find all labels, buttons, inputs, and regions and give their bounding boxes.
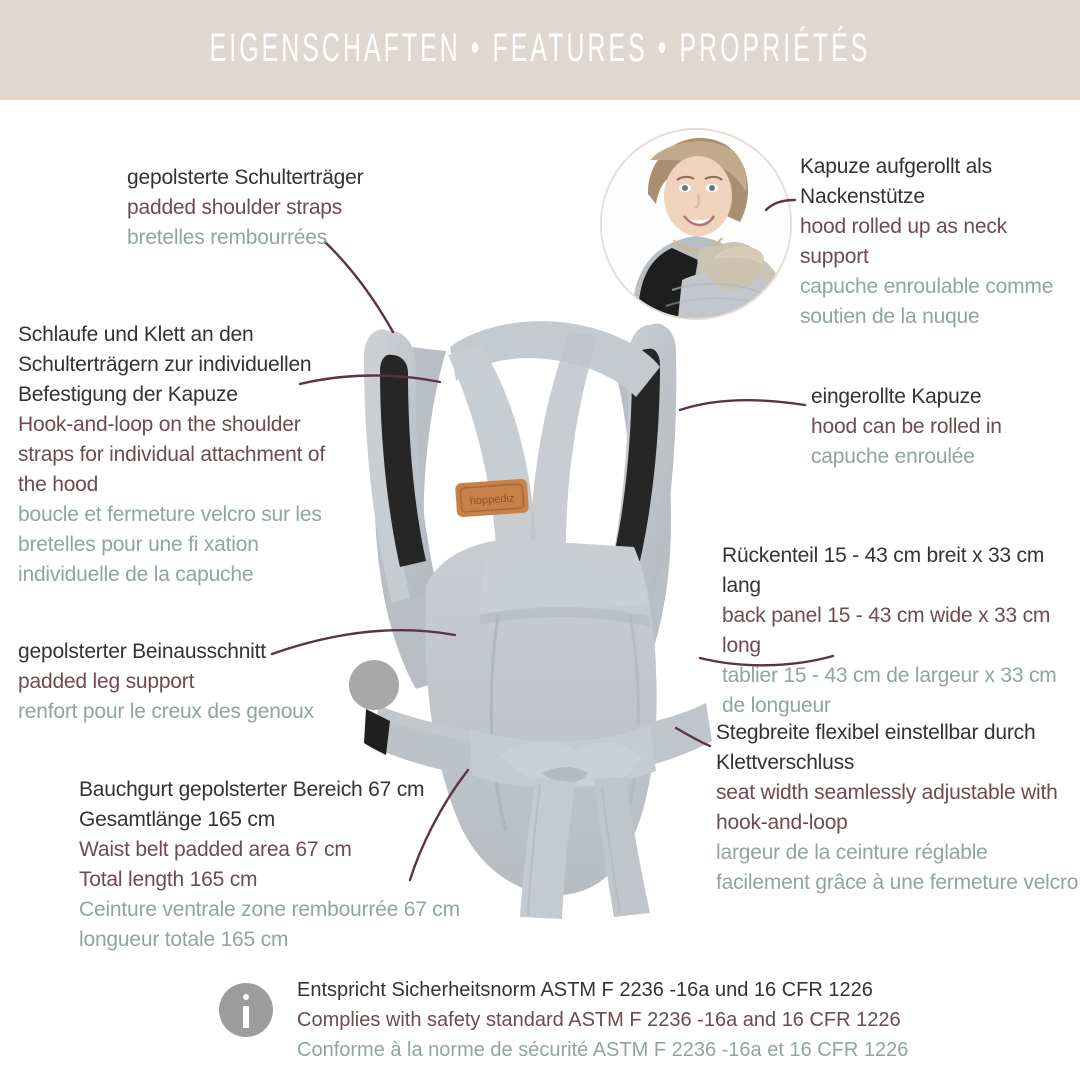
callout-text-fr: bretelles rembourrées xyxy=(127,226,328,249)
callout-text-en: seat width seamlessly adjustable with hook-and-loop xyxy=(716,781,1058,834)
callout-text-fr: renfort pour le creux des genoux xyxy=(18,700,314,723)
callout-text-en: hood can be rolled in xyxy=(811,415,1002,438)
info-icon-stem xyxy=(243,1006,249,1028)
callout-text-fr: tablier 15 - 43 cm de largeur x 33 cm de longueur xyxy=(722,664,1057,717)
callout-text-de: eingerollte Kapuze xyxy=(811,385,982,408)
compliance-text-en: Complies with safety standard ASTM F 2236 -16a and 16 CFR 1226 xyxy=(297,1009,901,1031)
callout-text-en: back panel 15 - 43 cm wide x 33 cm long xyxy=(722,604,1051,657)
compliance-text-fr: Conforme à la norme de sécurité ASTM F 2236 -16a et 16 CFR 1226 xyxy=(297,1039,909,1061)
callout-seat-width xyxy=(716,718,1080,898)
callout-text-en: hood rolled up as neck support xyxy=(800,215,1007,268)
callout-text-de: gepolsterte Schulterträger xyxy=(127,166,364,189)
callout-padded-leg-support xyxy=(18,637,348,727)
callout-waist-belt xyxy=(79,775,479,955)
compliance-text xyxy=(297,975,908,1065)
info-icon xyxy=(219,983,273,1037)
compliance-text-de: Entspricht Sicherheitsnorm ASTM F 2236 -16a und 16 CFR 1226 xyxy=(297,979,873,1001)
page-title: EIGENSCHAFTEN • FEATURES • PROPRIÉTÉS xyxy=(209,26,871,70)
callout-text-fr: largeur de la ceinture réglable facilement grâce à une fermeture velcro xyxy=(716,841,1079,894)
callout-text-de-line2: Gesamtlänge 165 cm xyxy=(79,808,276,831)
header-band xyxy=(0,0,1080,100)
callout-text-en: Hook-and-loop on the shoulder straps for individual attachment of the hood xyxy=(18,413,325,496)
callout-text-fr: capuche enroulée xyxy=(811,445,975,468)
callout-text-en: padded leg support xyxy=(18,670,195,693)
svg-text:hoppediz: hoppediz xyxy=(469,492,515,508)
callout-text-fr: capuche enroulable comme soutien de la nuque xyxy=(800,275,1054,328)
callout-text-de: Stegbreite flexibel einstellbar durch Klettverschluss xyxy=(716,721,1036,774)
callout-hood-neck-support xyxy=(800,152,1080,332)
callout-text-fr-line1: Ceinture ventrale zone rembourrée 67 cm xyxy=(79,898,460,921)
callout-padded-shoulder-straps xyxy=(127,163,427,253)
callout-back-panel xyxy=(722,541,1080,721)
info-icon-dot xyxy=(243,994,249,1000)
callout-hook-and-loop-shoulder xyxy=(18,320,338,590)
callout-text-fr: boucle et fermeture velcro sur les bretelles pour une fi xation individuelle de la capuche xyxy=(18,503,322,586)
compliance-note xyxy=(219,975,908,1065)
brand-label xyxy=(455,479,529,518)
callout-text-de: Schlaufe und Klett an den Schulterträgern zur individuellen Befestigung der Kapuze xyxy=(18,323,312,406)
callout-text-de: gepolsterter Beinausschnitt xyxy=(18,640,266,663)
callout-text-de: Kapuze aufgerollt als Nackenstütze xyxy=(800,155,992,208)
callout-text-fr-line2: longueur totale 165 cm xyxy=(79,928,289,951)
callout-text-en-line1: Waist belt padded area 67 cm xyxy=(79,838,352,861)
callout-text-en-line2: Total length 165 cm xyxy=(79,868,258,891)
callout-text-de-line1: Bauchgurt gepolsterter Bereich 67 cm xyxy=(79,778,425,801)
callout-text-en: padded shoulder straps xyxy=(127,196,343,219)
inset-photo-woman-with-baby xyxy=(600,128,792,320)
callout-hood-rolled-in xyxy=(811,382,1071,472)
callout-text-de: Rückenteil 15 - 43 cm breit x 33 cm lang xyxy=(722,544,1045,597)
